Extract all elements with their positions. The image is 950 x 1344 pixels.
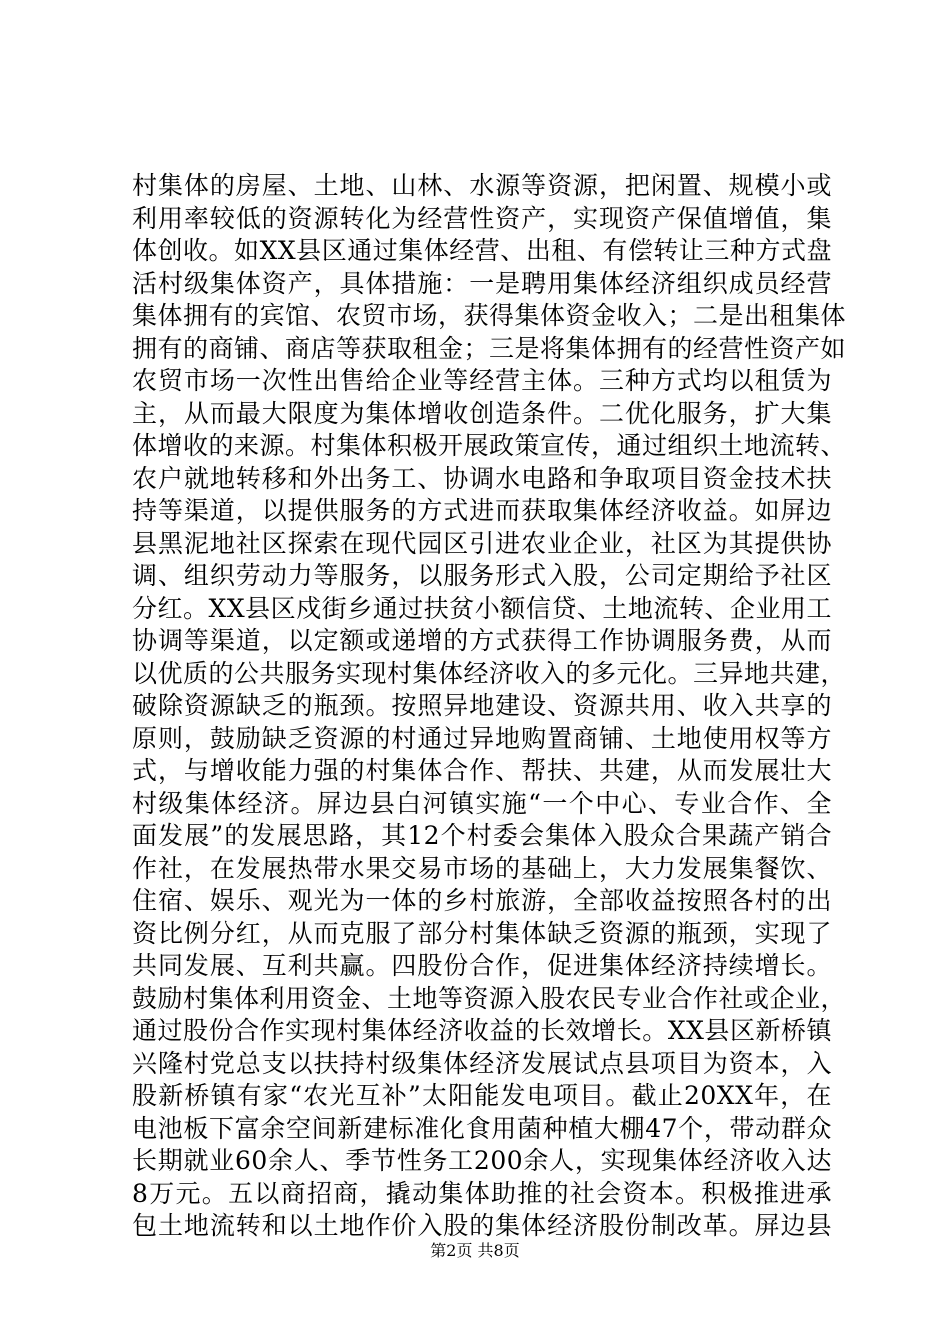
text-line: 拥有的商铺、商店等获取租金；三是将集体拥有的经营性资产如 [132,333,847,363]
text-line: 体创收。如XX县区通过集体经营、出租、有偿转让三种方式盘 [132,236,832,265]
text-line: 破除资源缺乏的瓶颈。按照异地建设、资源共用、收入共享的 [132,691,832,720]
text-line: 村级集体经济。屏边县白河镇实施“一个中心、专业合作、全 [132,788,832,818]
text-line: 县黑泥地社区探索在现代园区引进农业企业，社区为其提供协 [132,528,832,558]
text-line: 利用率较低的资源转化为经营性资产，实现资产保值增值，集 [132,203,832,233]
text-line: 作社，在发展热带水果交易市场的基础上，大力发展集餐饮、 [132,853,832,883]
text-line: 资比例分红，从而克服了部分村集体缺乏资源的瓶颈，实现了 [132,918,832,948]
body-paragraph [132,170,847,1243]
text-line: 住宿、娱乐、观光为一体的乡村旅游，全部收益按照各村的出 [132,886,832,915]
text-line: 包土地流转和以土地作价入股的集体经济股份制改革。屏边县 [132,1211,832,1240]
text-line: 村集体的房屋、土地、山林、水源等资源，把闲置、规模小或 [132,171,832,200]
text-line: 鼓励村集体利用资金、土地等资源入股农民专业合作社或企业， [132,983,847,1013]
text-line: 体增收的来源。村集体积极开展政策宣传，通过组织土地流转、 [132,431,847,460]
text-line: 共同发展、互利共赢。四股份合作，促进集体经济持续增长。 [132,951,832,980]
text-line: 兴隆村党总支以扶持村级集体经济发展试点县项目为资本，入 [132,1048,832,1078]
text-line: 主，从而最大限度为集体增收创造条件。二优化服务，扩大集 [132,398,832,428]
text-line: 长期就业60余人、季节性务工200余人，实现集体经济收入达 [132,1146,832,1175]
text-line: 8万元。五以商招商，撬动集体助推的社会资本。积极推进承 [132,1178,832,1208]
text-line: 集体拥有的宾馆、农贸市场，获得集体资金收入；二是出租集体 [132,301,847,330]
text-line: 农贸市场一次性出售给企业等经营主体。三种方式均以租赁为 [132,366,832,395]
page-footer [0,1241,950,1261]
text-line: 以优质的公共服务实现村集体经济收入的多元化。三异地共建， [132,658,847,688]
text-line: 股新桥镇有家“农光互补”太阳能发电项目。截止20XX年，在 [132,1081,832,1110]
text-line: 活村级集体资产，具体措施：一是聘用集体经济组织成员经营 [132,268,832,298]
text-line: 分红。XX县区戍街乡通过扶贫小额信贷、土地流转、企业用工 [132,593,832,623]
text-line: 式，与增收能力强的村集体合作、帮扶、共建，从而发展壮大 [132,756,832,785]
text-line: 农户就地转移和外出务工、协调水电路和争取项目资金技术扶 [132,463,832,493]
page-number-label: 第2页 共8页 [430,1241,520,1260]
text-line: 原则，鼓励缺乏资源的村通过异地购置商铺、土地使用权等方 [132,723,832,753]
text-line: 面发展”的发展思路，其12个村委会集体入股众合果蔬产销合 [132,821,832,850]
text-line: 调、组织劳动力等服务，以服务形式入股，公司定期给予社区 [132,561,832,590]
text-line: 通过股份合作实现村集体经济收益的长效增长。XX县区新桥镇 [132,1016,832,1045]
text-line: 持等渠道，以提供服务的方式进而获取集体经济收益。如屏边 [132,496,832,525]
text-line: 电池板下富余空间新建标准化食用菌种植大棚47个，带动群众 [132,1113,832,1143]
text-line: 协调等渠道，以定额或递增的方式获得工作协调服务费，从而 [132,626,832,655]
